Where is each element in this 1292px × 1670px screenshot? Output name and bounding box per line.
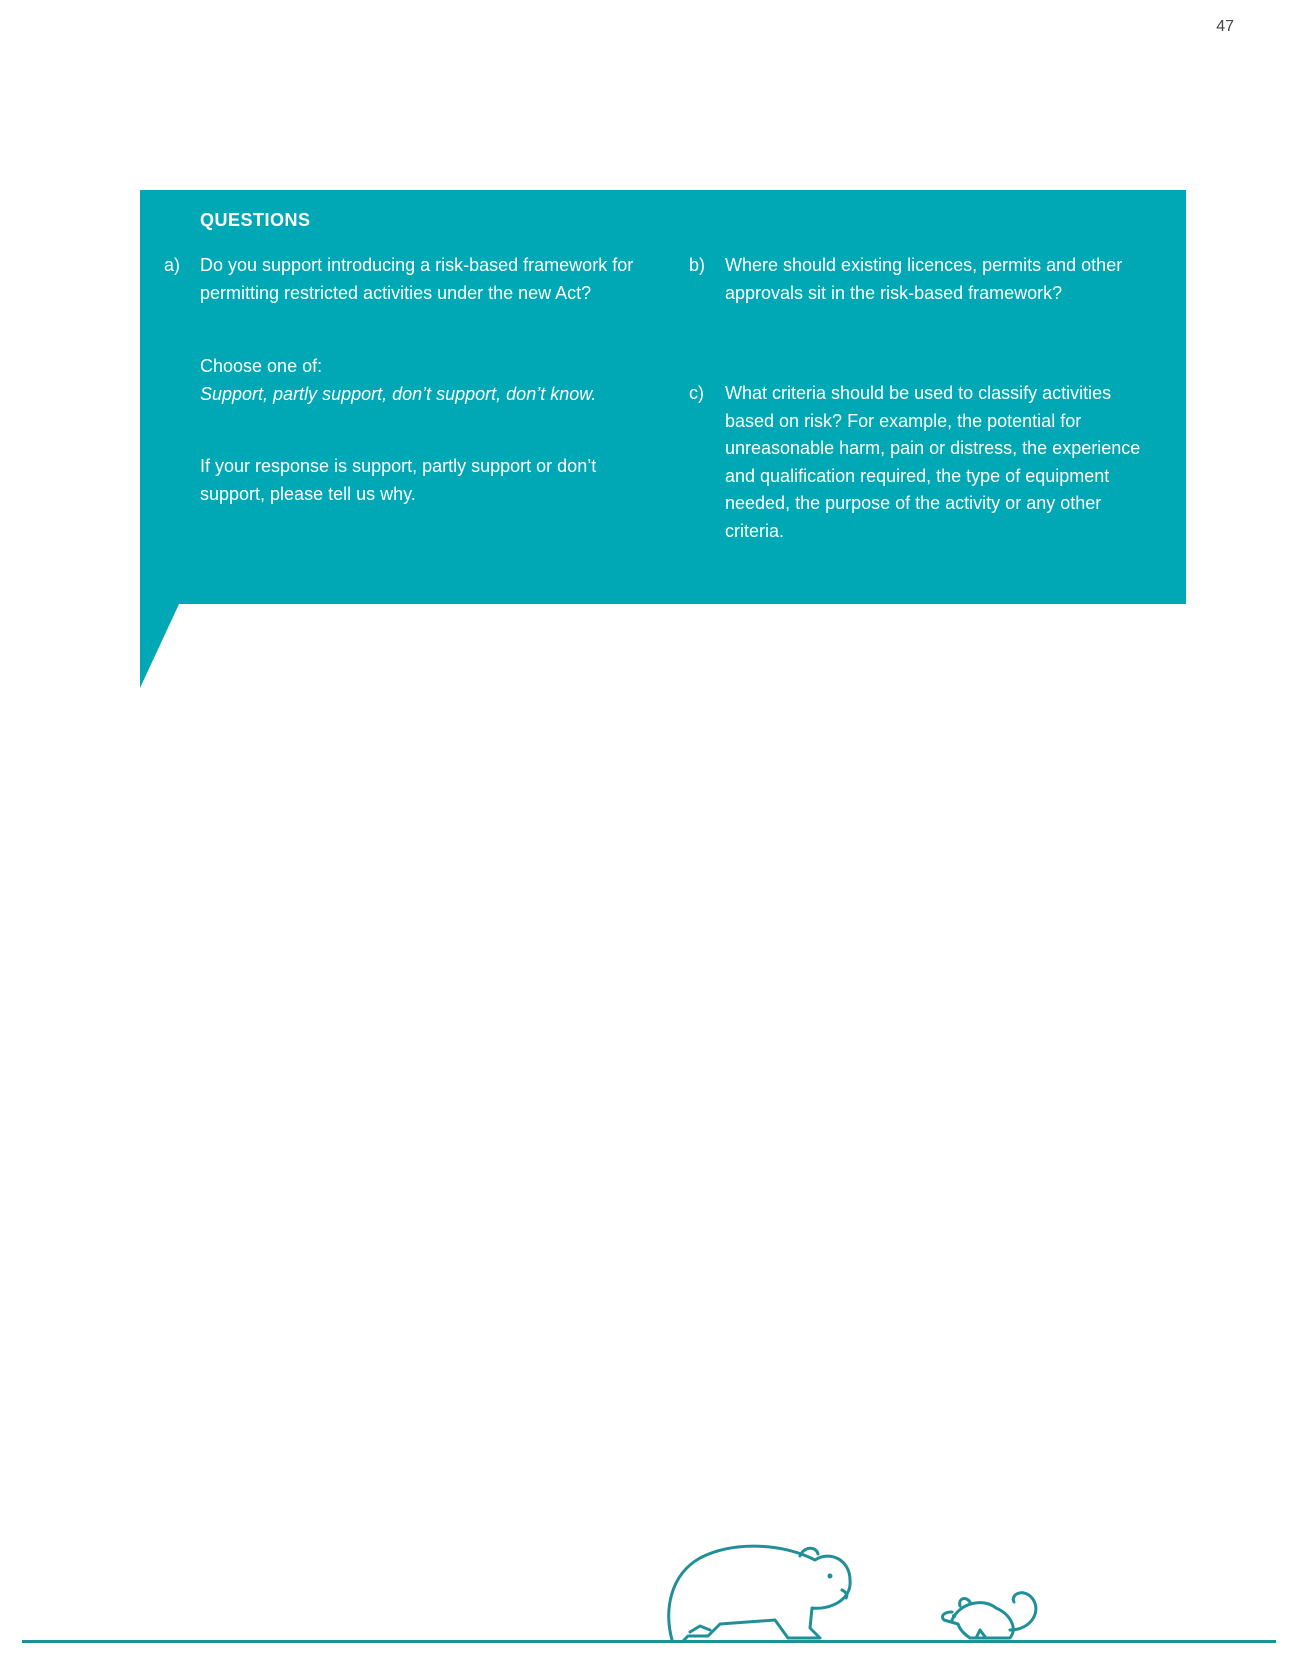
question-letter: c) xyxy=(689,383,704,403)
questions-heading: QUESTIONS xyxy=(200,210,311,230)
page-number: 47 xyxy=(1216,18,1234,35)
callout-tail xyxy=(140,602,180,688)
ground-line xyxy=(22,1640,1276,1643)
question-text: Do you support introducing a risk-based framework for permitting restricted activities under the new Act? xyxy=(200,255,634,303)
question-text: What criteria should be used to classify activities based on risk? For example, the potential for unreasonable harm, pain or distress, the experience and qualification required, the type of equipment needed, the purpose of the activity or any other criteria. xyxy=(725,383,1141,541)
question-c xyxy=(689,380,1159,545)
choose-label: Choose one of: xyxy=(200,356,323,376)
response-hint: If your response is support, partly support or don’t support, please tell us why. xyxy=(200,456,597,504)
choose-options: Support, partly support, don’t support, don’t know. xyxy=(200,384,597,404)
question-text: Where should existing licences, permits and other approvals sit in the risk-based framework? xyxy=(725,255,1123,303)
question-letter: b) xyxy=(689,255,706,275)
question-letter: a) xyxy=(164,255,181,275)
animal-illustration xyxy=(660,1520,1080,1645)
wombat-icon xyxy=(669,1546,850,1640)
question-a xyxy=(164,252,634,307)
mouse-icon xyxy=(942,1593,1035,1638)
question-b xyxy=(689,252,1159,307)
